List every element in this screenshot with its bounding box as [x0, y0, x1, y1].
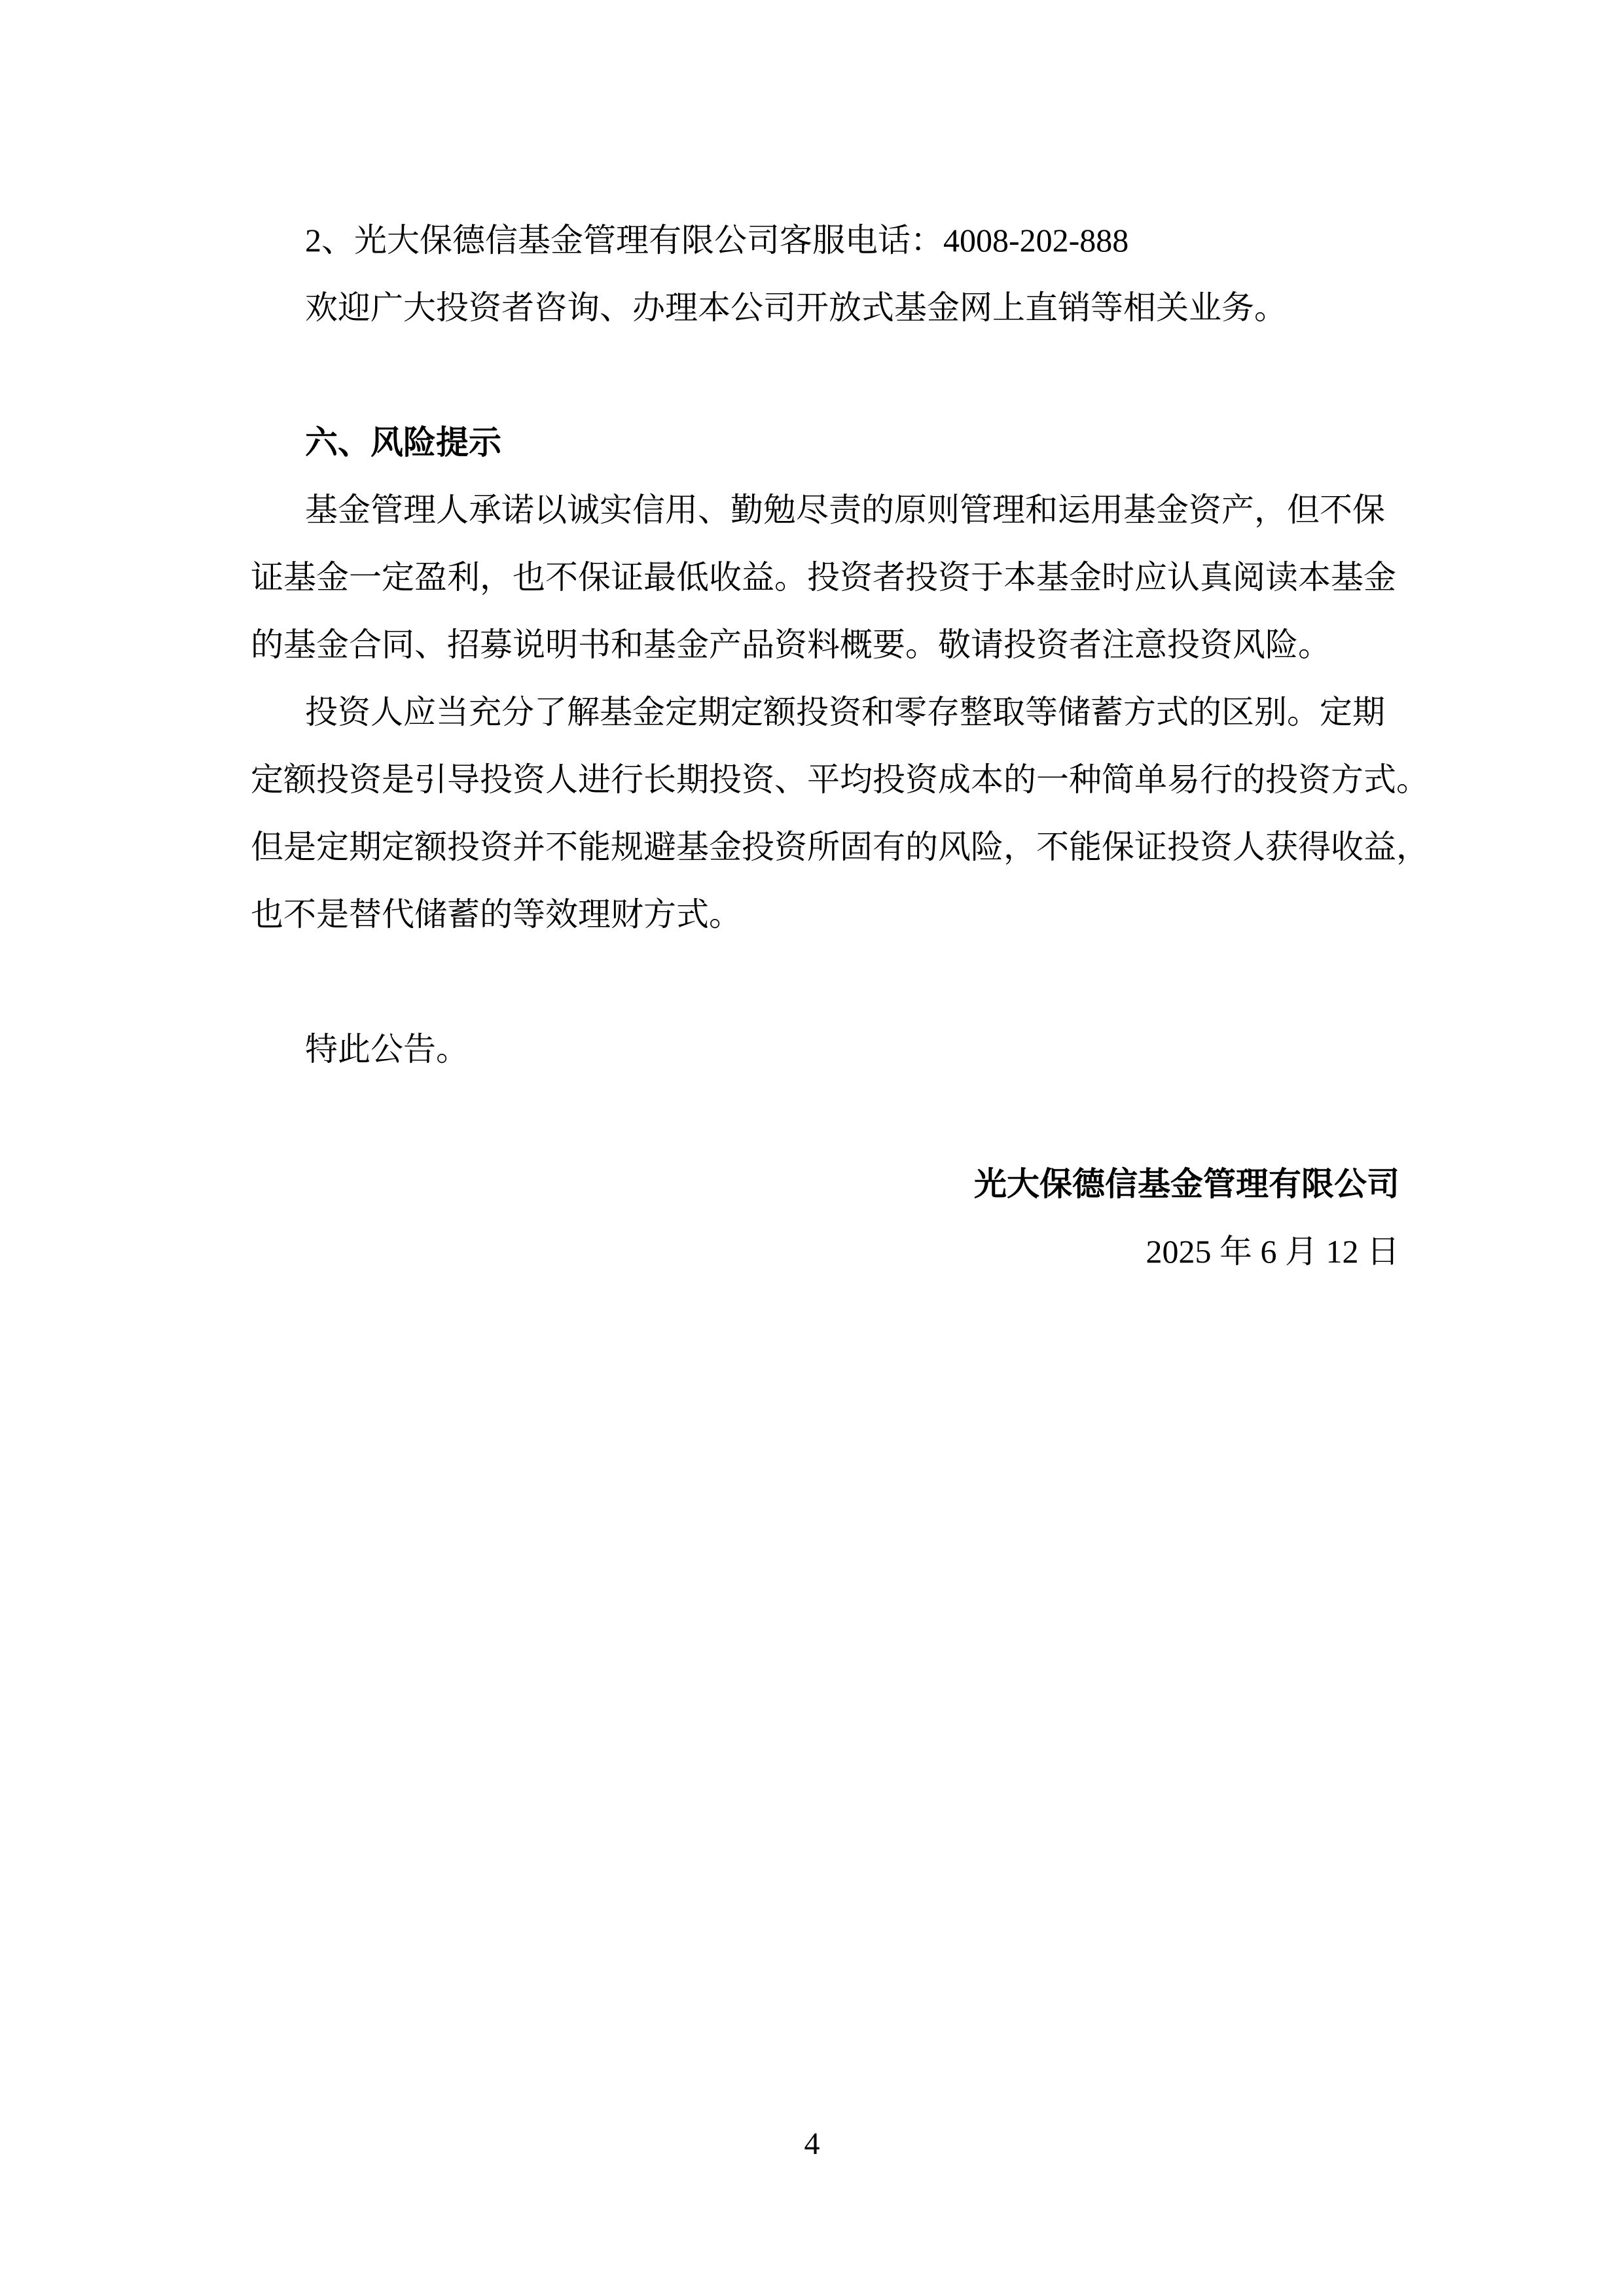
signature-date: 2025 年 6 月 12 日	[1146, 1233, 1399, 1270]
customer-service-line: 2、光大保德信基金管理有限公司客服电话：4008-202-888	[305, 222, 1129, 259]
announcement-closing-line: 特此公告。	[305, 1031, 469, 1067]
section-heading-risk-warning: 六、风险提示	[305, 424, 501, 461]
text-line: 也不是替代储蓄的等效理财方式。	[251, 896, 742, 933]
text-line: 投资人应当充分了解基金定期定额投资和零存整取等储蓄方式的区别。定期	[305, 694, 1385, 730]
text-line: 证基金一定盈利，也不保证最低收益。投资者投资于本基金时应认真阅读本基金	[251, 559, 1396, 596]
text-line: 定额投资是引导投资人进行长期投资、平均投资成本的一种简单易行的投资方式。	[251, 761, 1429, 798]
blank-line	[251, 342, 1399, 409]
text-line: 基金管理人承诺以诚实信用、勤勉尽责的原则管理和运用基金资产，但不保	[305, 492, 1385, 528]
document-body	[251, 207, 1429, 1285]
text-line: 但是定期定额投资并不能规避基金投资所固有的风险，不能保证投资人获得收益，	[251, 829, 1429, 865]
welcome-line: 欢迎广大投资者咨询、办理本公司开放式基金网上直销等相关业务。	[305, 289, 1287, 326]
company-name-signature: 光大保德信基金管理有限公司	[974, 1166, 1399, 1202]
blank-line	[251, 948, 1399, 1016]
text-line: 的基金合同、招募说明书和基金产品资料概要。敬请投资者注意投资风险。	[251, 626, 1331, 663]
blank-line	[251, 1083, 1399, 1151]
page-number: 4	[804, 2126, 820, 2161]
